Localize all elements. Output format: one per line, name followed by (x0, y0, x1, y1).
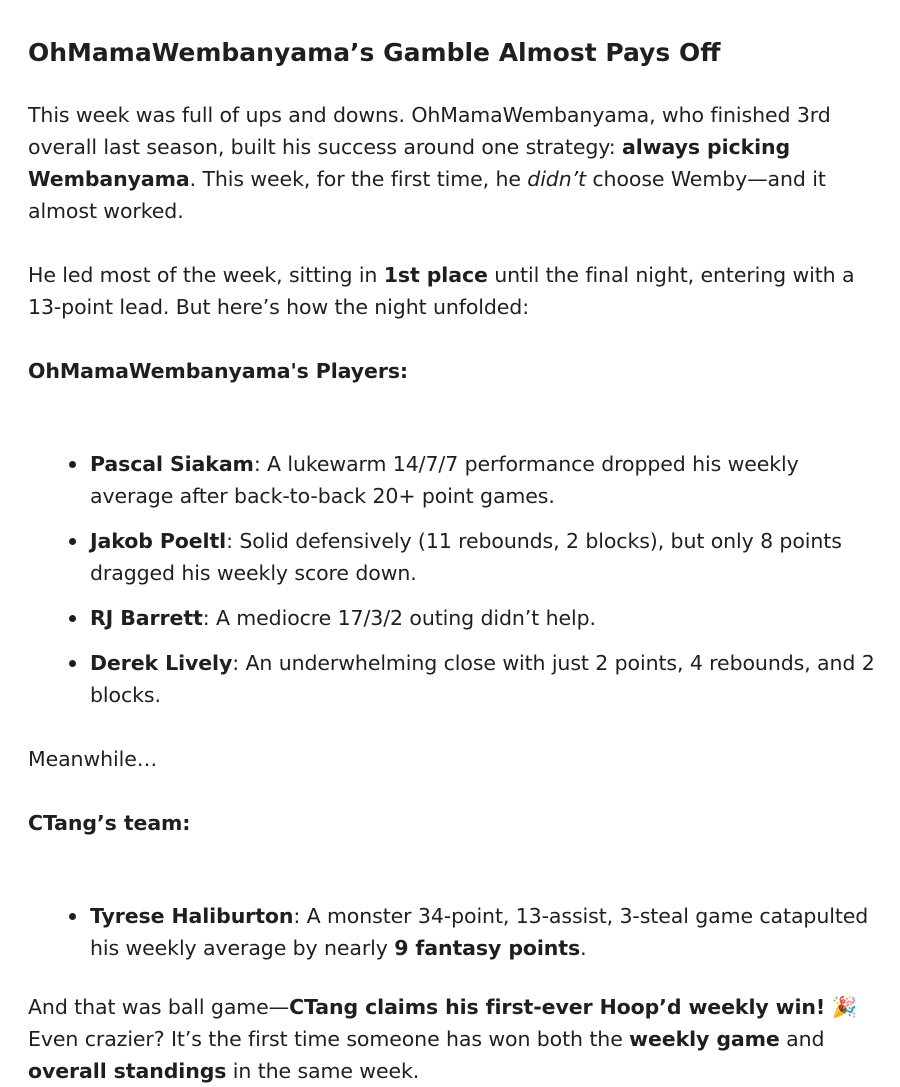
ctang-list (28, 871, 878, 964)
intro-text-1: This week was full of ups and downs. OhMamaWembanyama, who finished 3rd overall last season, built his success around one strategy: (28, 103, 831, 159)
players-heading (28, 355, 878, 387)
players-heading-text: OhMamaWembanyama's Players: (28, 359, 409, 383)
intro-emphasis: didn’t (527, 167, 586, 191)
player-summary: : An underwhelming close with just 2 points, 4 rebounds, and 2 blocks. (90, 651, 875, 707)
fantasy-points: 9 fantasy points (394, 936, 581, 960)
closing-text-4: in the same week. (226, 1059, 420, 1083)
list-item (90, 525, 878, 589)
lead-text-2: until the final night, entering with a 13-point lead. But here’s how the night unfolded: (28, 263, 855, 319)
lead-text-1: He led most of the week, sitting in (28, 263, 384, 287)
closing-overall-standings: overall standings (28, 1059, 227, 1083)
article-title: OhMamaWembanyama’s Gamble Almost Pays Off (28, 38, 721, 67)
closing-text-3: and (779, 1027, 825, 1051)
player-name: Pascal Siakam (90, 452, 254, 476)
closing-text-2: Even crazier? It’s the first time someone has won both the (28, 1027, 630, 1051)
lead-paragraph (28, 259, 878, 323)
player-name: Jakob Poeltl (90, 529, 227, 553)
ctang-heading-text: CTang’s team: (28, 811, 191, 835)
list-item (90, 647, 878, 711)
party-popper-icon: 🎉 (831, 995, 858, 1019)
player-summary-2: . (580, 936, 587, 960)
player-name: Derek Lively (90, 651, 233, 675)
closing-weekly-game: weekly game (629, 1027, 780, 1051)
meanwhile-text: Meanwhile… (28, 747, 158, 771)
list-item (90, 602, 878, 634)
player-summary: : Solid defensively (11 rebounds, 2 blocks), but only 8 points dragged his weekly score down. (90, 529, 842, 585)
player-summary: : A lukewarm 14/7/7 performance dropped his weekly average after back-to-back 20+ point games. (90, 452, 799, 508)
intro-text-2: . This week, for the first time, he (189, 167, 528, 191)
list-item (90, 448, 878, 512)
player-name: Tyrese Haliburton (90, 904, 294, 928)
ctang-heading (28, 807, 878, 839)
closing-paragraph (28, 991, 878, 1087)
players-list (28, 419, 878, 711)
closing-win: CTang claims his first-ever Hoop’d weekly win! (289, 995, 826, 1019)
intro-text-3: choose Wemby—and it almost worked. (28, 167, 826, 223)
player-summary: : A mediocre 17/3/2 outing didn’t help. (202, 606, 596, 630)
list-item (90, 900, 878, 964)
lead-place: 1st place (383, 263, 488, 287)
player-name: RJ Barrett (90, 606, 203, 630)
closing-text-1: And that was ball game— (28, 995, 290, 1019)
intro-strategy: always picking Wembanyama (28, 135, 791, 191)
player-summary-1: : A monster 34-point, 13-assist, 3-steal game catapulted his weekly average by nearly (90, 904, 869, 960)
intro-paragraph (28, 99, 878, 227)
